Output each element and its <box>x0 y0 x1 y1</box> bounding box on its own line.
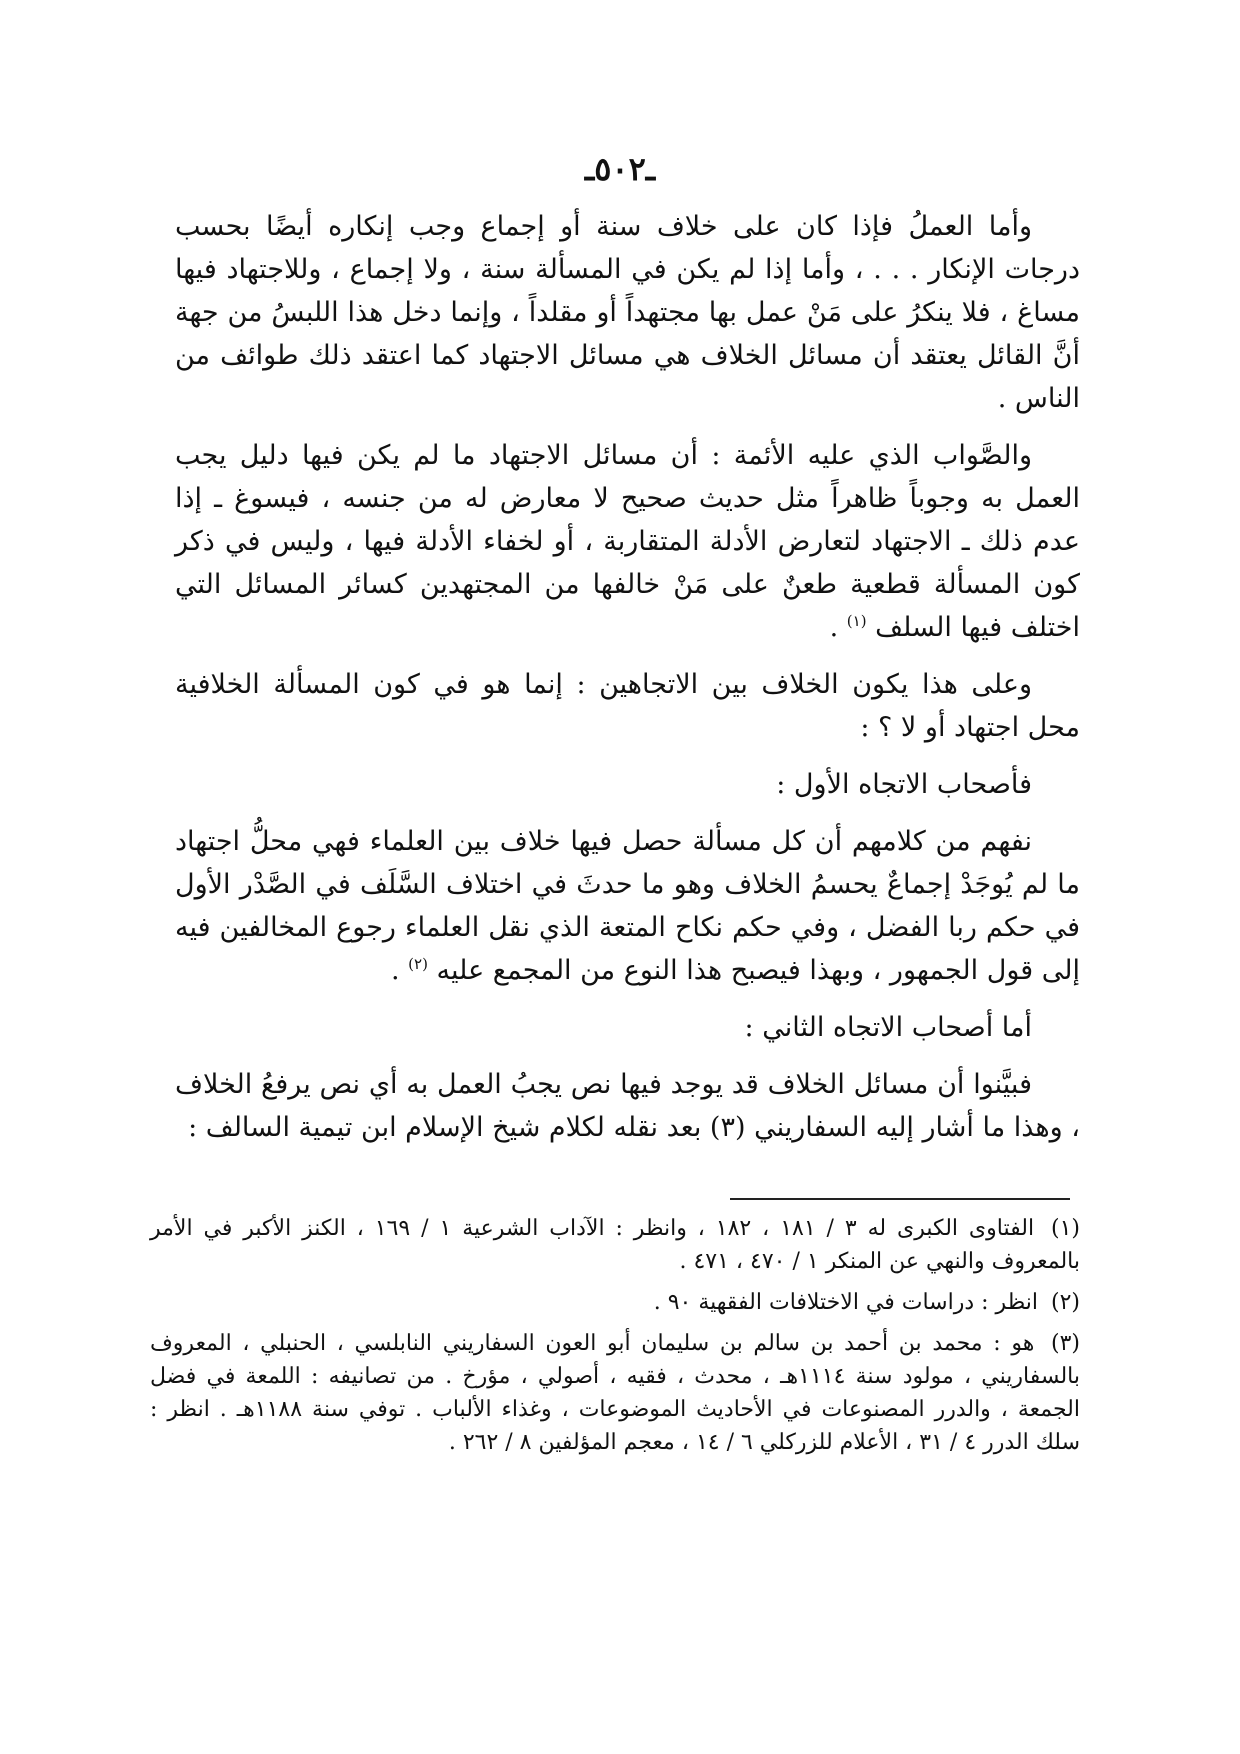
paragraph: والصَّواب الذي عليه الأئمة : أن مسائل الاجتهاد ما لم يكن فيها دليل يجب العمل به وجوباً ظاهراً مثل حديث صحيح لا معارض له من جنسه ، فيسوغ ـ إذا عدم ذلك ـ الاجتهاد لتعارض الأدلة المتقاربة ، أو لخفاء الأدلة فيها ، وليس في ذكر كون المسألة قطعية طعنٌ على مَنْ خالفها من المجتهدين كسائر المسائل التي اختلف فيها السلف $^{(١)}$ . <box>175 440 1080 643</box>
paragraph-text: والصَّواب الذي عليه الأئمة : أن مسائل الاجتهاد ما لم يكن فيها دليل يجب العمل به وجوباً ظاهراً مثل حديث صحيح لا معارض له من جنسه ، فيسوغ ـ إذا عدم ذلك ـ الاجتهاد لتعارض الأدلة المتقاربة ، أو لخفاء الأدلة فيها ، وليس في ذكر كون المسألة قطعية طعنٌ على مَنْ خالفها من المجتهدين كسائر المسائل التي اختلف فيها السلف <box>175 440 1080 643</box>
footnote <box>150 1327 1080 1459</box>
footnote-reference[interactable]: (١) <box>846 612 867 630</box>
footnote-separator <box>730 1198 1070 1200</box>
paragraph-text: وعلى هذا يكون الخلاف بين الاتجاهين : إنما هو في كون المسألة الخلافية محل اجتهاد أو لا ؟ : <box>175 669 1080 743</box>
footnote-number: (٣) <box>1051 1331 1081 1356</box>
footnote-text: هو : محمد بن أحمد بن سالم بن سليمان أبو العون السفاريني النابلسي ، الحنبلي ، المعروف بالسفاريني ، مولود سنة ١١١٤هـ ، محدث ، فقيه ، أصولي ، مؤرخ . من تصانيفه : اللمعة في فضل الجمعة ، والدرر المصنوعات في الأحاديث الموضوعات ، وغذاء الألباب . توفي سنة ١١٨٨هـ . انظر : سلك الدرر ٤ / ٣١ ، الأعلام للزركلي ٦ / ١٤ ، معجم المؤلفين ٨ / ٢٦٢ . <box>150 1331 1080 1455</box>
paragraph: نفهم من كلامهم أن كل مسألة حصل فيها خلاف بين العلماء فهي محلُّ اجتهاد ما لم يُوجَدْ إجماعٌ يحسمُ الخلاف وهو ما حدثَ في اختلاف السَّلَف في الصَّدْر الأول في حكم ربا الفضل ، وفي حكم نكاح المتعة الذي نقل العلماء رجوع المخالفين فيه إلى قول الجمهور ، وبهذا فيصبح هذا النوع من المجمع عليه $^{(٢)}$ . <box>175 826 1080 986</box>
footnotes <box>150 1212 1080 1467</box>
footnote-reference[interactable]: (٢) <box>408 955 428 973</box>
heading-text: فأصحاب الاتجاه الأول : <box>776 769 1032 800</box>
footnote-number: (٢) <box>1050 1290 1080 1315</box>
paragraph-text: نفهم من كلامهم أن كل مسألة حصل فيها خلاف بين العلماء فهي محلُّ اجتهاد ما لم يُوجَدْ إجماعٌ يحسمُ الخلاف وهو ما حدثَ في اختلاف السَّلَف في الصَّدْر الأول في حكم ربا الفضل ، وفي حكم نكاح المتعة الذي نقل العلماء رجوع المخالفين فيه إلى قول الجمهور ، وبهذا فيصبح هذا النوع من المجمع عليه <box>175 826 1080 986</box>
section-heading <box>175 763 1080 806</box>
section-heading <box>175 1006 1080 1049</box>
paragraph <box>175 663 1080 749</box>
main-text <box>175 205 1080 1163</box>
page-number: ـ٥٠٢ـ <box>584 150 656 188</box>
footnote-number: (١) <box>1050 1216 1080 1241</box>
paragraph-text: وأما العملُ فإذا كان على خلاف سنة أو إجماع وجب إنكاره أيضًا بحسب درجات الإنكار . . . ، وأما إذا لم يكن في المسألة سنة ، ولا إجماع ، وللاجتهاد فيها مساغ ، فلا ينكرُ على مَنْ عمل بها مجتهداً أو مقلداً ، وإنما دخل هذا اللبسُ من جهة أنَّ القائل يعتقد أن مسائل الخلاف هي مسائل الاجتهاد كما اعتقد ذلك طوائف من الناس . <box>175 211 1080 414</box>
footnote <box>150 1212 1080 1278</box>
footnote-text: انظر : دراسات في الاختلافات الفقهية ٩٠ . <box>653 1290 1038 1315</box>
footnote-text: الفتاوى الكبرى له ٣ / ١٨١ ، ١٨٢ ، وانظر : الآداب الشرعية ١ / ١٦٩ ، الكنز الأكبر في الأمر بالمعروف والنهي عن المنكر ١ / ٤٧٠ ، ٤٧١ . <box>150 1216 1080 1274</box>
paragraph-text: فبيَّنوا أن مسائل الخلاف قد يوجد فيها نص يجبُ العمل به أي نص يرفعُ الخلاف ، وهذا ما أشار إليه السفاريني (٣) بعد نقله لكلام شيخ الإسلام ابن تيمية السالف : <box>175 1069 1080 1143</box>
heading-text: أما أصحاب الاتجاه الثاني : <box>744 1012 1032 1043</box>
footnote <box>150 1286 1080 1319</box>
paragraph <box>175 1063 1080 1149</box>
paragraph <box>175 205 1080 420</box>
